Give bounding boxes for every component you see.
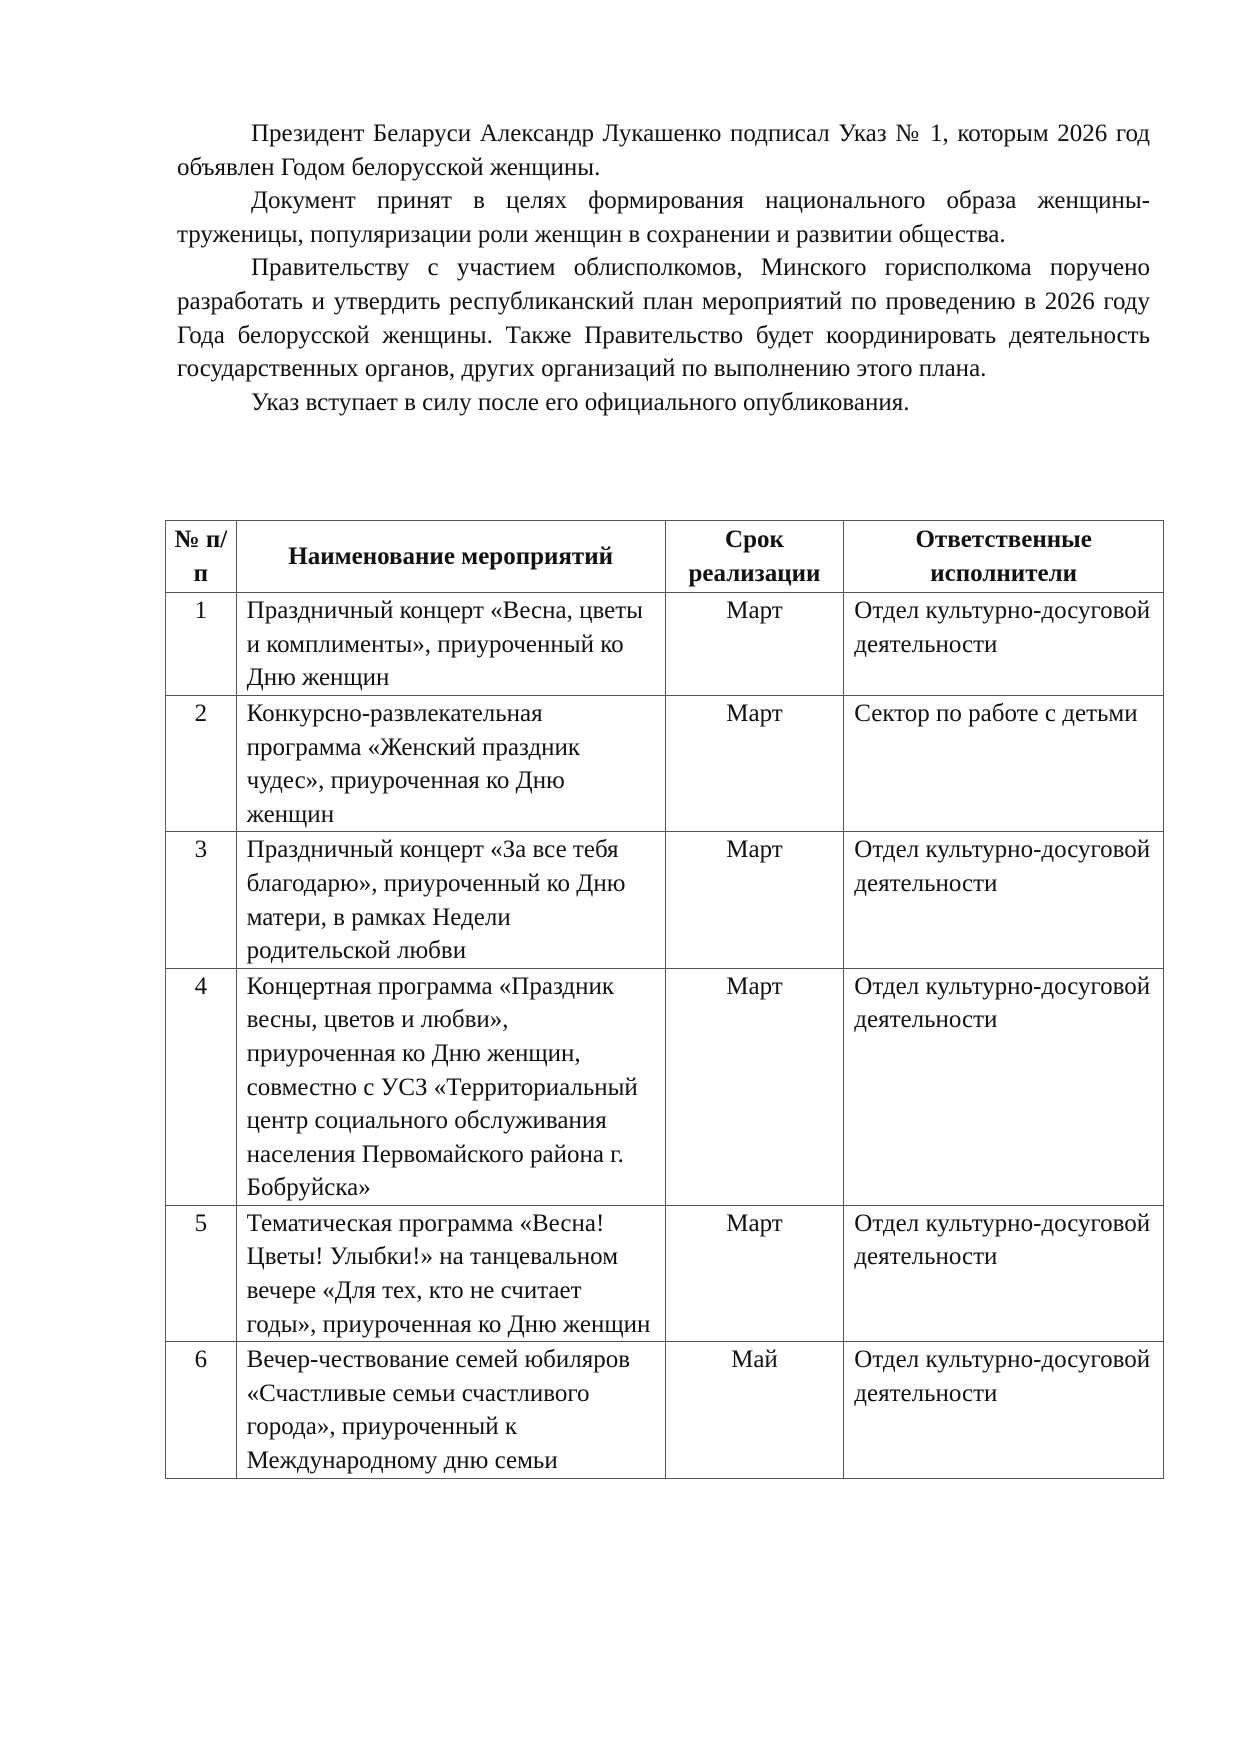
cell-num: 1	[166, 593, 237, 696]
cell-term: Март	[665, 1205, 844, 1341]
cell-name: Праздничный концерт «Весна, цветы и комплименты», приуроченный ко Дню женщин	[236, 593, 665, 696]
cell-responsible: Отдел культурно-досуговой деятельности	[844, 593, 1164, 696]
paragraph-purpose: Документ принят в целях формирования национального образа женщины-труженицы, популяризации роли женщин в сохранении и развитии общества.	[177, 187, 1150, 248]
cell-num: 3	[166, 832, 237, 968]
header-term: Срок реализации	[665, 521, 844, 593]
cell-responsible: Отдел культурно-досуговой деятельности	[844, 968, 1164, 1205]
cell-term: Март	[665, 695, 844, 831]
cell-name: Тематическая программа «Весна! Цветы! Улыбки!» на танцевальном вечере «Для тех, кто не считает годы», приуроченная ко Дню женщин	[236, 1205, 665, 1341]
header-num: № п/п	[166, 521, 237, 593]
paragraph-effective: Указ вступает в силу после его официального опубликования.	[251, 388, 910, 416]
cell-responsible: Сектор по работе с детьми	[844, 695, 1164, 831]
cell-responsible: Отдел культурно-досуговой деятельности	[844, 832, 1164, 968]
paragraph-decree: Президент Беларуси Александр Лукашенко подписал Указ № 1, которым 2026 год объявлен Годом белорусской женщины.	[177, 120, 1150, 181]
document-body	[177, 117, 1150, 419]
cell-responsible: Отдел культурно-досуговой деятельности	[844, 1205, 1164, 1341]
table-header-row	[166, 521, 1164, 593]
cell-name: Вечер-чествование семей юбиляров «Счастливые семьи счастливого города», приуроченный к Международному дню семьи	[236, 1342, 665, 1478]
cell-term: Март	[665, 832, 844, 968]
paragraph-government: Правительству с участием облисполкомов, Минского горисполкома поручено разработать и утвердить республиканский план мероприятий по проведению в 2026 году Года белорусской женщины. Также Правительство будет координировать деятельность государственных органов, других организаций по выполнению этого плана.	[177, 254, 1150, 383]
cell-term: Май	[665, 1342, 844, 1478]
table-row	[166, 1205, 1164, 1341]
cell-name: Праздничный концерт «За все тебя благодарю», приуроченный ко Дню матери, в рамках Недели родительской любви	[236, 832, 665, 968]
table-row	[166, 593, 1164, 696]
events-plan-table	[165, 520, 1164, 1479]
cell-name: Концертная программа «Праздник весны, цветов и любви», приуроченная ко Дню женщин, совместно с УСЗ «Территориальный центр социального обслуживания населения Первомайского района г. Бобруйска»	[236, 968, 665, 1205]
table-row	[166, 1342, 1164, 1478]
header-name: Наименование мероприятий	[236, 521, 665, 593]
table-row	[166, 832, 1164, 968]
cell-term: Март	[665, 968, 844, 1205]
cell-num: 6	[166, 1342, 237, 1478]
cell-num: 4	[166, 968, 237, 1205]
cell-num: 5	[166, 1205, 237, 1341]
table-row	[166, 695, 1164, 831]
cell-name: Конкурсно-развлекательная программа «Женский праздник чудес», приуроченная ко Дню женщин	[236, 695, 665, 831]
cell-term: Март	[665, 593, 844, 696]
header-responsible: Ответственные исполнители	[844, 521, 1164, 593]
cell-responsible: Отдел культурно-досуговой деятельности	[844, 1342, 1164, 1478]
table-row	[166, 968, 1164, 1205]
cell-num: 2	[166, 695, 237, 831]
